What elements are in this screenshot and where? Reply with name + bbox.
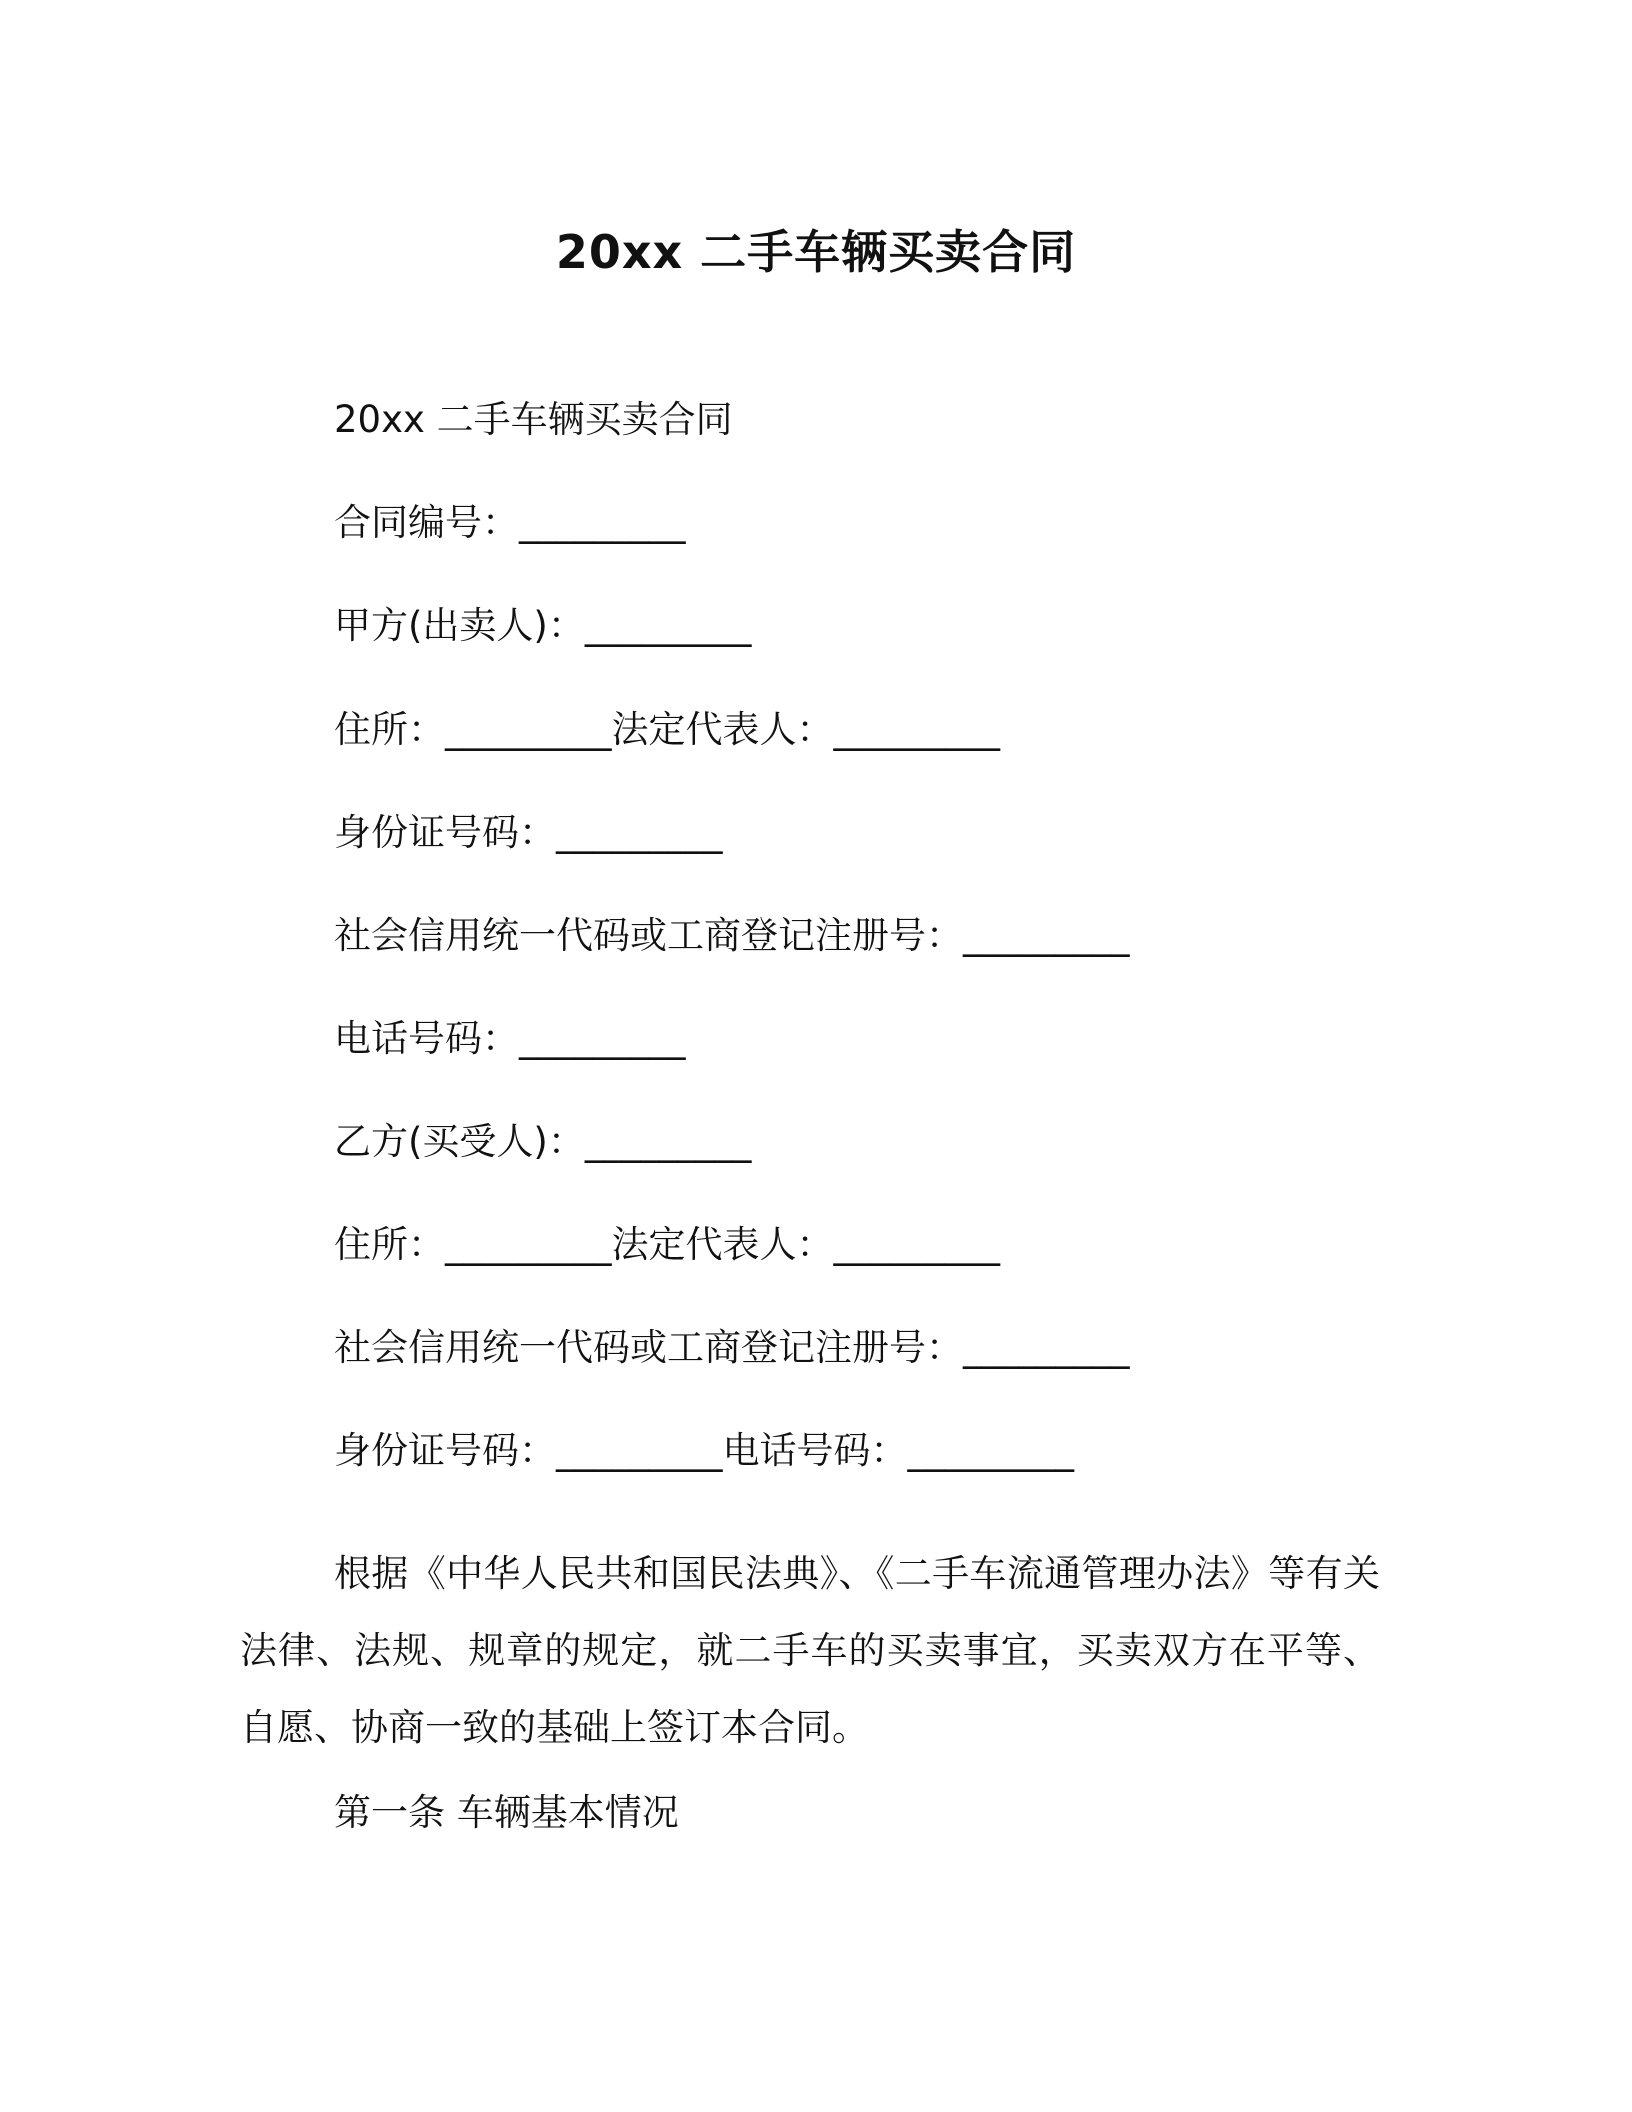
party-a-address-line: 住所：_________法定代表人：_________ [334, 708, 1000, 751]
party-a-phone-line: 电话号码：_________ [334, 1017, 686, 1060]
document-title: 20xx 二手车辆买卖合同 [555, 225, 1077, 279]
party-b-credit-code-line: 社会信用统一代码或工商登记注册号：_________ [334, 1326, 1130, 1369]
party-a-line: 甲方(出卖人)：_________ [334, 604, 752, 647]
subtitle-line: 20xx 二手车辆买卖合同 [334, 398, 733, 441]
contract-number-line: 合同编号：_________ [334, 501, 686, 544]
preamble-paragraph: 根据《中华人民共和国民法典》、《二手车流通管理办法》等有关法律、法规、规章的规定，就二手车的买卖事宜，买卖双方在平等、自愿、协商一致的基础上签订本合同。 [240, 1552, 1380, 1749]
party-a-id-line: 身份证号码：_________ [334, 811, 723, 854]
party-b-address-line: 住所：_________法定代表人：_________ [334, 1223, 1000, 1266]
party-b-id-phone-line: 身份证号码：_________电话号码：_________ [334, 1429, 1074, 1472]
party-a-credit-code-line: 社会信用统一代码或工商登记注册号：_________ [334, 914, 1130, 957]
party-b-line: 乙方(买受人)：_________ [334, 1120, 752, 1163]
section-heading: 第一条 车辆基本情况 [334, 1791, 679, 1834]
